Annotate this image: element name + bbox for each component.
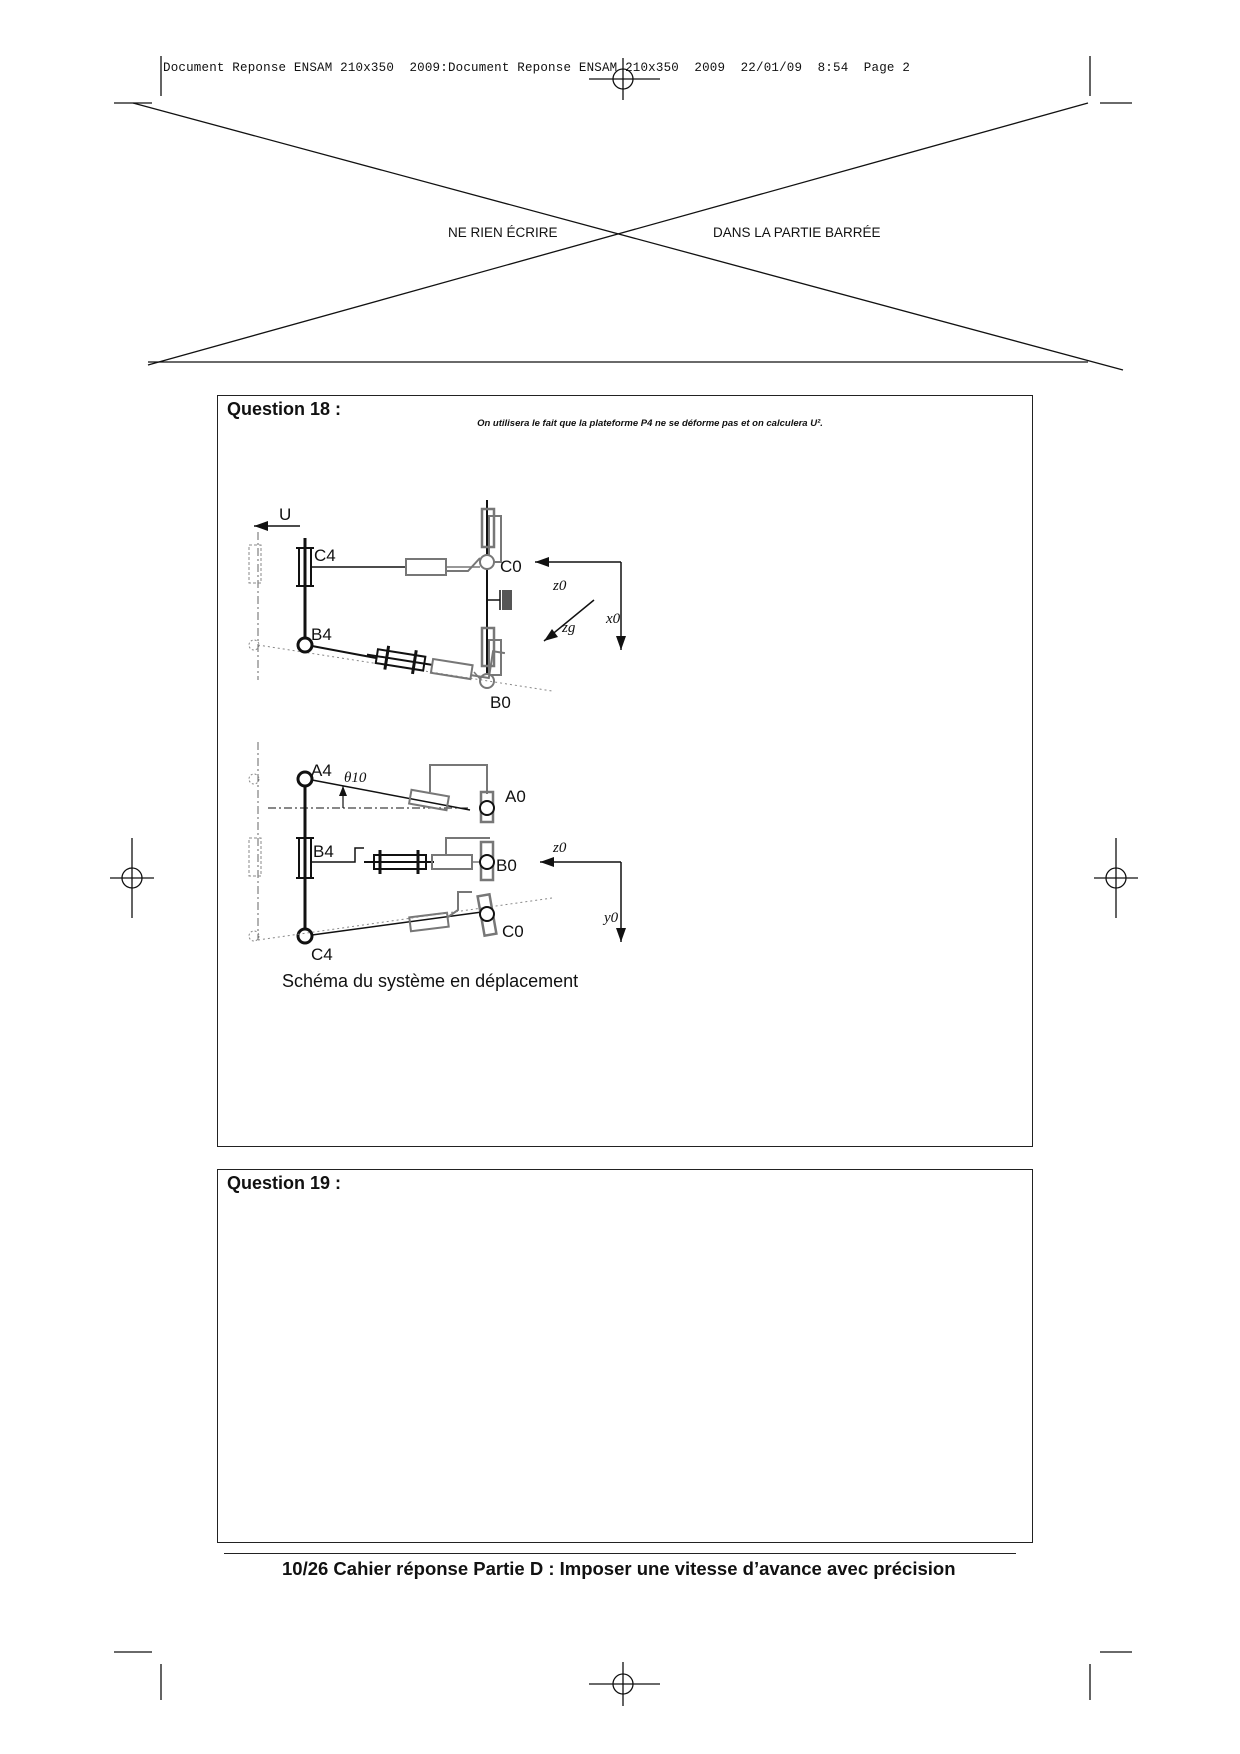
label-c0: C0 [500,557,522,576]
print-header: Document Reponse ENSAM 210x350 2009:Document Reponse ENSAM 210x350 2009 22/01/09 8:54 Page 2 [163,61,911,75]
barred-zone-left-text: NE RIEN ÉCRIRE [448,225,558,240]
question-19-box[interactable] [217,1169,1033,1543]
label-z0-upper: z0 [553,578,567,594]
label-zg: zg [562,620,576,636]
figure-caption: Schéma du système en déplacement [282,971,579,991]
label-c4-lower: C4 [311,945,333,964]
page-footer: 10/26 Cahier réponse Partie D : Imposer une vitesse d’avance avec précision [282,1558,956,1579]
label-c0-lower: C0 [502,922,524,941]
label-c4: C4 [314,546,336,565]
label-z0-lower: z0 [553,840,567,856]
label-x0: x0 [606,611,621,627]
question-18-hint: On utilisera le fait que la plateforme P4 ne se déforme pas et on calculera U². [477,418,823,429]
label-theta: θ10 [344,770,367,786]
upper-view [249,500,626,712]
question-19-title: Question 19 : [227,1173,342,1193]
footer-rule [224,1553,1016,1554]
label-u: U [279,505,292,524]
barred-zone-right-text: DANS LA PARTIE BARRÉE [713,225,881,240]
label-y0: y0 [604,910,619,926]
label-a0: A0 [505,787,526,806]
label-a4: A4 [311,761,332,780]
label-b4: B4 [311,625,332,644]
lower-view [249,742,626,964]
question-18-title: Question 18 : [227,399,342,419]
label-b4-lower: B4 [313,842,334,861]
label-b0: B0 [490,693,511,712]
label-b0-lower: B0 [496,856,517,875]
